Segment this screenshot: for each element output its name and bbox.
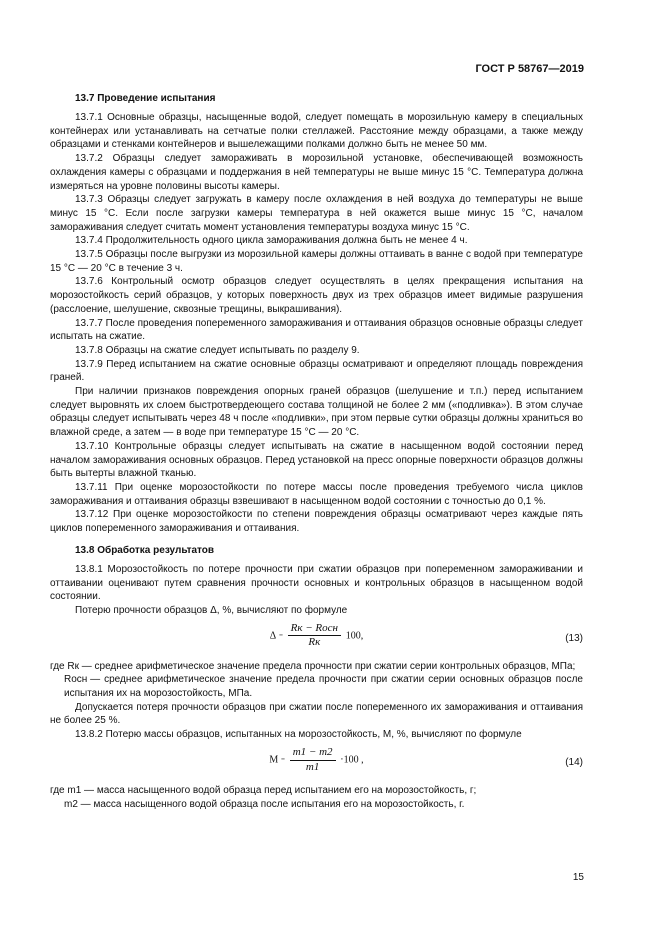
paragraph-13-7-2: 13.7.2 Образцы следует замораживать в морозильной установке, обеспечивающей возможность охлаждения камеры с образцами и поддержания в ней температуры не выше минус 15 °С. Температура должна измеряться на уровне половины высоты камеры. bbox=[50, 153, 583, 192]
formula-14-numerator: m1 − m2 bbox=[290, 746, 336, 761]
paragraph-13-7-12: 13.7.12 При оценке морозостойкости по степени повреждения образцы осматривают через каждые пять циклов попеременного замораживания и оттаивания. bbox=[50, 509, 583, 535]
section-heading-13-7: 13.7 Проведение испытания bbox=[75, 93, 216, 104]
formula-14 bbox=[50, 746, 583, 780]
formula-14-denominator: m1 bbox=[305, 760, 320, 773]
definition-r-osn-text: среднее арифметическое значение предела прочности при сжатии серии основных образцов после испытания их на морозостойкость, МПа. bbox=[64, 674, 583, 700]
paragraph-formula-intro-13: Потерю прочности образцов Δ, %, вычисляют по формуле bbox=[75, 604, 348, 616]
page-content bbox=[50, 92, 583, 811]
paragraph-podlivka: При наличии признаков повреждения опорных граней образцов (шелушение и т.п.) перед испытанием следует выровнять их слоем быстротвердеющего состава толщиной не более 2 мм («подливка»). В этом случае образцы следует испытывать через 48 ч после «подливки», при этом первые сутки образцы должны храниться во влажной среде, а затем — в воде при температуре 15 °С — 20 °С. bbox=[50, 386, 583, 439]
formula-14-eq: = bbox=[281, 755, 285, 764]
definition-r-k-text: среднее арифметическое значение предела прочности при сжатии серии контрольных образцов, МПа; bbox=[94, 660, 576, 672]
formula-13-eq: = bbox=[278, 630, 283, 639]
formula-14-lhs: М bbox=[269, 754, 279, 766]
definition-r-osn bbox=[50, 673, 583, 700]
paragraph-13-7-8: 13.7.8 Образцы на сжатие следует испытывать по разделу 9. bbox=[75, 344, 360, 356]
paragraph-13-7-1: 13.7.1 Основные образцы, насыщенные водой, следует помещать в морозильную камеру в специальных контейнерах или устанавливать на сетчатые полки стеллажей. Расстояние между образцами, а также между образцами и стенками контейнеров и вышележащими полками должно быть не менее 50 мм. bbox=[50, 112, 583, 151]
paragraph-13-8-1: 13.8.1 Морозостойкость по потере прочности при сжатии образцов при попеременном замораживании и оттаивании оценивают путем сравнения прочности основных и контрольных образцов в насыщенном водой состоянии. bbox=[50, 563, 583, 603]
formula-13-lhs: Δ bbox=[269, 629, 277, 641]
formula-13-number: (13) bbox=[565, 632, 583, 644]
formula-13-numerator: Rк − Rосн bbox=[288, 622, 341, 637]
document-code: ГОСТ Р 58767—2019 bbox=[475, 63, 584, 75]
page-number: 15 bbox=[572, 872, 584, 883]
paragraph-allowed-loss: Допускается потеря прочности образцов при сжатии после попеременного их замораживания и оттаивания не более 25 %. bbox=[50, 701, 583, 727]
formula-13-denominator: Rк bbox=[308, 636, 321, 649]
definition-r-k bbox=[50, 660, 583, 674]
formula-13-fraction bbox=[288, 622, 341, 650]
formula-14-number: (14) bbox=[565, 756, 583, 768]
paragraph-13-7-9: 13.7.9 Перед испытанием на сжатие основные образцы осматривают и определяют площадь повреждения граней. bbox=[50, 358, 583, 384]
formula-13-multiplier: 100, bbox=[345, 629, 364, 641]
paragraph-13-7-3: 13.7.3 Образцы следует загружать в камеру после охлаждения в ней воздуха до температуры не выше минус 15 °С. Если после загрузки камеры температура в ней окажется выше минус 15 °С, началом замораживания следует считать момент установления температуры воздуха минус 15 °С. bbox=[50, 194, 583, 233]
section-heading-13-8: 13.8 Обработка результатов bbox=[75, 544, 215, 556]
definition-r-k-term: где Rк — bbox=[50, 660, 92, 672]
definition-m1: где m1 — масса насыщенного водой образца перед испытанием его на морозостойкость, г; bbox=[50, 784, 477, 796]
paragraph-13-7-5: 13.7.5 Образцы после выгрузки из морозильной камеры должны оттаивать в ванне с водой при температуре 15 °С — 20 °С в течение 3 ч. bbox=[50, 249, 583, 274]
paragraph-13-7-7: 13.7.7 После проведения попеременного замораживания и оттаивания образцов основные образцы следует испытать на сжатие. bbox=[50, 317, 583, 343]
paragraph-13-7-6: 13.7.6 Контрольный осмотр образцов следует осуществлять в целях прекращения испытания на морозостойкость серий образцов, у которых поверхность двух из трех образцов имеет видимые разрушения (расслоение, шелушение, сквозные трещины, выкрашивания). bbox=[50, 276, 583, 315]
formula-13 bbox=[50, 622, 583, 656]
paragraph-13-8-2: 13.8.2 Потерю массы образцов, испытанных на морозостойкость, М, %, вычисляют по формуле bbox=[75, 729, 522, 741]
formula-14-fraction bbox=[290, 746, 336, 774]
paragraph-13-7-10: 13.7.10 Контрольные образцы следует испытывать на сжатие в насыщенном водой состоянии перед началом замораживания основных образцов. Перед установкой на пресс опорные поверхности образцов должны быть вытерты влажной тканью. bbox=[50, 440, 583, 480]
definition-r-osn-term: Rосн — bbox=[64, 674, 101, 686]
paragraph-13-7-11: 13.7.11 При оценке морозостойкости по потере массы после проведения требуемого числа циклов замораживания и оттаивания образцы взвешивают в насыщенном водой состоянии с точностью до 0,1 %. bbox=[50, 481, 583, 507]
formula-14-multiplier: ·100 , bbox=[340, 754, 364, 766]
paragraph-13-7-4: 13.7.4 Продолжительность одного цикла замораживания должна быть не менее 4 ч. bbox=[75, 235, 468, 247]
definition-m2: m2 — масса насыщенного водой образца после испытания его на морозостойкость, г. bbox=[64, 798, 465, 810]
